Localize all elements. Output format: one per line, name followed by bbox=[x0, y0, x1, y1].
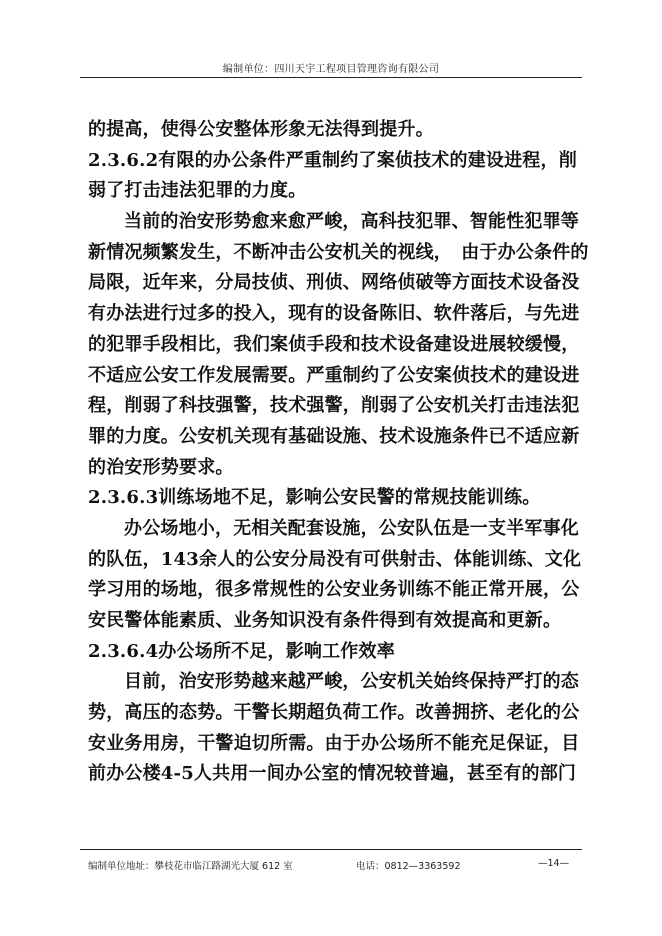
text-line: 2.3.6.4办公场所不足，影响工作效率 bbox=[88, 640, 395, 662]
text-line: 有办法进行过多的投入，现有的设备陈旧、软件落后，与先进 bbox=[88, 303, 580, 325]
text-line: 弱了打击违法犯罪的力度。 bbox=[88, 180, 307, 202]
text-line: 学习用的场地，很多常规性的公安业务训练不能正常开展，公 bbox=[88, 579, 580, 601]
text-line: 2.3.6.3训练场地不足，影响公安民警的常规技能训练。 bbox=[88, 487, 541, 509]
text-line: 的队伍，143余人的公安分局没有可供射击、体能训练、文化 bbox=[88, 548, 582, 570]
page-header: 编制单位：四川天宇工程项目管理咨询有限公司 bbox=[222, 64, 440, 75]
text-line: 的治安形势要求。 bbox=[88, 456, 234, 478]
text-line: 安业务用房，干警迫切所需。由于办公场所不能充足保证，目 bbox=[88, 732, 580, 754]
text-line: 势，高压的态势。干警长期超负荷工作。改善拥挤、老化的公 bbox=[88, 702, 580, 724]
text-line: 不适应公安工作发展需要。严重制约了公安案侦技术的建设进 bbox=[88, 364, 580, 386]
footer-rule bbox=[80, 849, 582, 850]
text-line: 局限，近年来，分局技侦、刑侦、网络侦破等方面技术设备没 bbox=[88, 272, 580, 294]
text-line: 办公场地小，无相关配套设施，公安队伍是一支半军事化 bbox=[124, 517, 579, 539]
text-line: 的犯罪手段相比，我们案侦手段和技术设备建设进展较缓慢， bbox=[88, 333, 580, 355]
text-line: 2.3.6.2有限的办公条件严重制约了案侦技术的建设进程，削 bbox=[88, 149, 577, 171]
text-line: 的提高，使得公安整体形象无法得到提升。 bbox=[88, 119, 434, 140]
page-number: —14— bbox=[538, 858, 570, 869]
text-line: 程，削弱了科技强警，技术强警，削弱了公安机关打击违法犯 bbox=[88, 395, 580, 417]
text-line: 安民警体能素质、业务知识没有条件得到有效提高和更新。 bbox=[88, 610, 562, 631]
text-line: 目前，治安形势越来越严峻，公安机关始终保持严打的态 bbox=[124, 671, 579, 693]
document-body bbox=[88, 115, 589, 790]
footer-phone: 电话：0812—3363592 bbox=[356, 861, 461, 872]
text-line: 新情况频繁发生，不断冲击公安机关的视线， 由于办公条件的 bbox=[88, 241, 589, 263]
text-line: 前办公楼4-5人共用一间办公室的情况较普遍，甚至有的部门 bbox=[88, 763, 577, 785]
text-line: 罪的力度。公安机关现有基础设施、技术设施条件已不适应新 bbox=[88, 425, 580, 447]
footer-address: 编制单位地址：攀枝花市临江路湖光大厦 612 室 bbox=[88, 861, 293, 872]
text-line: 当前的治安形势愈来愈严峻，高科技犯罪、智能性犯罪等 bbox=[124, 211, 579, 233]
header-rule bbox=[80, 77, 582, 78]
